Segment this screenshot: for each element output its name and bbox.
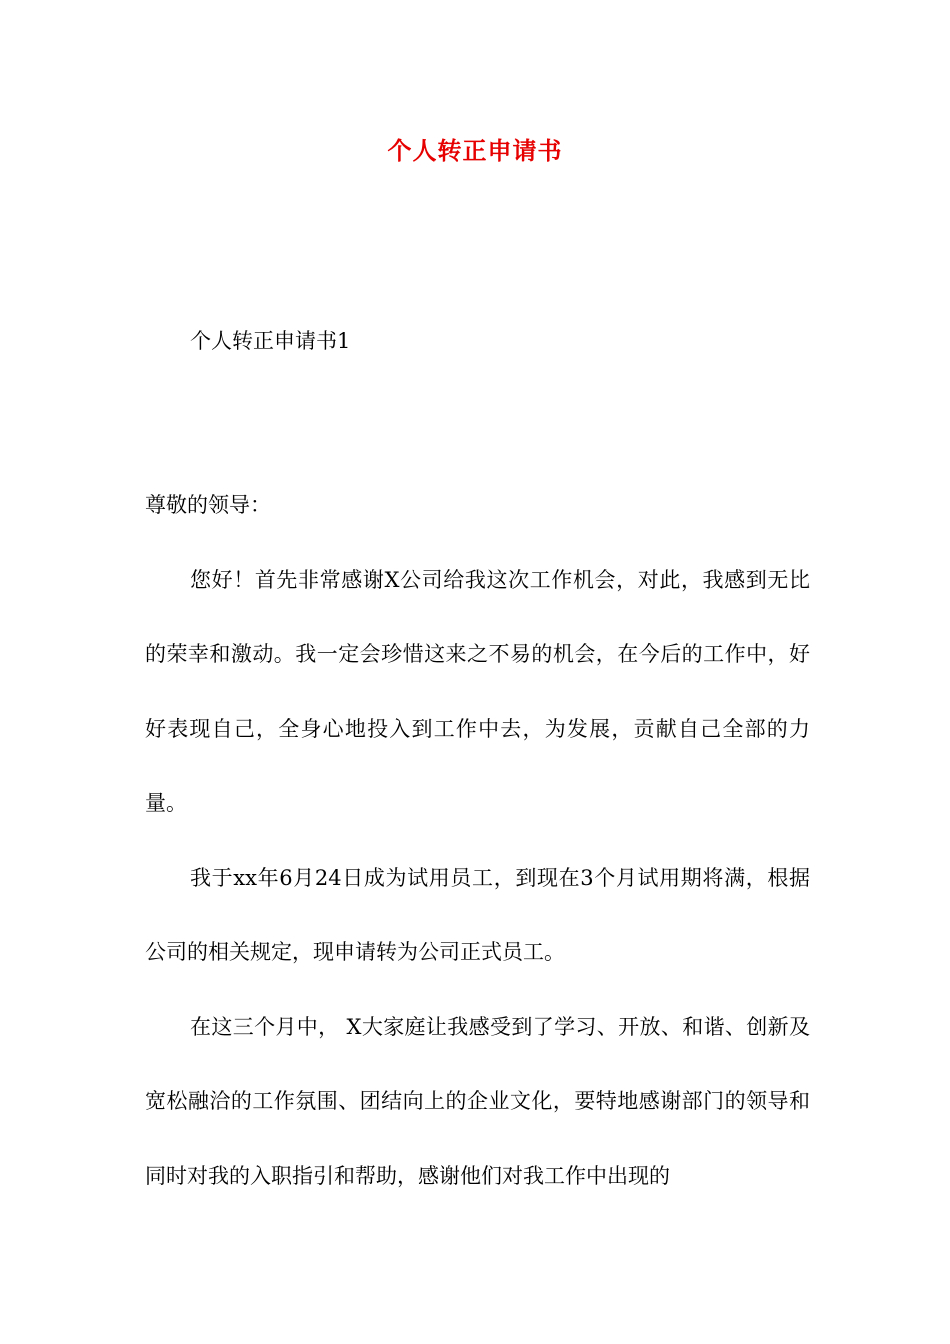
document-title: 个人转正申请书: [387, 136, 563, 165]
body-paragraph: 在这三个月中， X大家庭让我感受到了学习、开放、和谐、创新及宽松融洽的工作氛围、团结向上的企业文化，要特地感谢部门的领导和同时对我的入职指引和帮助，感谢他们对我工作中出现的: [145, 1014, 810, 1188]
salutation: 尊敬的领导：: [145, 493, 271, 517]
body-paragraph: 您好！首先非常感谢X公司给我这次工作机会，对此，我感到无比的荣幸和激动。我一定会珍惜这来之不易的机会，在今后的工作中，好好表现自己，全身心地投入到工作中去，为发展，贡献自己全部的力量。: [145, 567, 810, 815]
body-paragraph: 我于xx年6月24日成为试用员工，到现在3个月试用期将满，根据公司的相关规定，现申请转为公司正式员工。: [145, 865, 810, 964]
section-heading: 个人转正申请书1: [190, 329, 351, 353]
document-body: [145, 468, 810, 1213]
